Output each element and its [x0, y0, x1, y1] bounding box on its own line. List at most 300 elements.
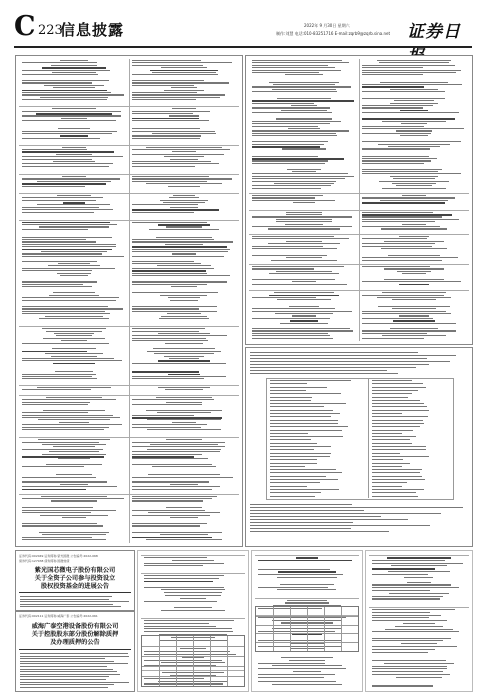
- text-line: [252, 107, 330, 108]
- text-line: [390, 328, 438, 329]
- table-cell-line: [270, 456, 330, 457]
- text-line: [372, 563, 463, 564]
- text-line: [171, 286, 197, 287]
- text-line: [362, 65, 455, 66]
- text-line: [144, 563, 224, 564]
- table-row-divider: [249, 210, 469, 211]
- text-line: [22, 244, 116, 245]
- text-line: [132, 498, 212, 499]
- text-line: [157, 265, 211, 266]
- bottom-text-col-4: [365, 550, 473, 692]
- text-line: [132, 371, 199, 373]
- text-line: [362, 118, 455, 120]
- text-line: [258, 674, 335, 675]
- text-line: [22, 417, 120, 418]
- text-line: [362, 313, 451, 314]
- mini-table-column: [193, 636, 194, 686]
- text-line: [158, 360, 210, 362]
- text-line: [22, 224, 117, 225]
- text-line: [22, 163, 113, 164]
- table-cell-line: [372, 439, 410, 440]
- text-line: [252, 297, 316, 298]
- text-line: [165, 244, 202, 245]
- announcement-2-title-1: 关于控股股东部分股份解除质押: [31, 631, 119, 638]
- text-line: [252, 121, 341, 122]
- table-cell-line: [372, 436, 416, 437]
- text-line: [372, 666, 447, 667]
- text-line: [250, 519, 408, 520]
- text-line: [362, 257, 458, 258]
- table-cell-line: [270, 393, 341, 394]
- text-line: [372, 671, 443, 672]
- mini-table-column: [341, 607, 342, 651]
- text-line: [362, 318, 433, 319]
- table-cell-line: [372, 406, 427, 407]
- text-line: [132, 537, 212, 539]
- text-line: [153, 348, 215, 349]
- text-line: [132, 525, 200, 526]
- text-line: [372, 674, 450, 675]
- text-line: [180, 598, 206, 599]
- text-line: [22, 149, 87, 150]
- text-line: [22, 256, 124, 257]
- text-line: [159, 318, 208, 319]
- table-cell-line: [270, 476, 326, 477]
- text-line: [252, 268, 314, 269]
- text-line: [49, 295, 99, 296]
- text-line: [252, 133, 336, 134]
- table-row-divider: [19, 106, 239, 107]
- mini-table-column: [290, 607, 291, 651]
- text-line: [252, 72, 319, 73]
- text-line: [252, 246, 323, 247]
- text-line: [42, 444, 107, 445]
- table-row-divider: [249, 193, 469, 194]
- table-cell-line: [270, 492, 321, 493]
- mini-table-column: [176, 636, 177, 686]
- text-line: [132, 464, 212, 465]
- table-cell-line: [372, 380, 412, 381]
- text-line: [362, 216, 442, 217]
- text-line: [252, 65, 328, 66]
- text-line: [22, 270, 92, 271]
- text-line: [144, 631, 233, 632]
- text-line: [22, 412, 88, 413]
- text-line: [132, 138, 200, 139]
- text-line: [22, 62, 97, 63]
- section-letter: C: [14, 11, 36, 42]
- table-cell-line: [372, 403, 424, 404]
- text-line: [22, 156, 123, 157]
- text-line: [384, 663, 453, 664]
- table-cell-line: [270, 472, 342, 473]
- text-line: [252, 284, 347, 285]
- text-line: [132, 415, 194, 416]
- text-line: [22, 306, 108, 307]
- text-line: [22, 159, 92, 160]
- mini-table-row: [256, 633, 358, 634]
- text-line: [400, 110, 429, 112]
- text-line: [132, 340, 208, 341]
- text-line: [132, 251, 228, 252]
- text-line: [46, 397, 102, 398]
- text-line: [160, 295, 207, 296]
- text-line: [384, 241, 445, 242]
- text-line: [252, 236, 334, 237]
- text-line: [252, 103, 314, 104]
- text-line: [132, 204, 198, 205]
- text-line: [286, 241, 321, 242]
- text-line: [362, 219, 459, 220]
- text-line: [132, 246, 227, 248]
- text-line: [56, 335, 92, 336]
- text-line: [285, 224, 323, 225]
- text-line: [288, 128, 320, 129]
- date-line: 2022年 9 月30日 星期六: [304, 23, 350, 28]
- text-line: [22, 151, 114, 153]
- text-line: [163, 202, 205, 203]
- text-line: [146, 539, 222, 540]
- text-line: [252, 328, 350, 329]
- table-cell-line: [270, 423, 338, 424]
- text-line: [252, 62, 349, 63]
- table-row-divider: [19, 326, 239, 327]
- table-cell-line: [372, 426, 420, 427]
- text-line: [132, 241, 233, 242]
- text-line: [397, 271, 431, 272]
- text-line: [132, 120, 209, 121]
- text-line: [144, 557, 207, 558]
- text-line: [39, 318, 110, 319]
- text-line: [20, 679, 106, 680]
- announcement-2-divider: [19, 649, 131, 650]
- text-line: [280, 323, 327, 324]
- text-line: [20, 682, 129, 683]
- text-line: [362, 141, 461, 142]
- text-line: [56, 474, 93, 475]
- text-line: [38, 419, 111, 420]
- text-line: [164, 592, 223, 593]
- text-line: [60, 275, 87, 276]
- text-line: [20, 671, 117, 672]
- text-line: [362, 212, 433, 213]
- text-line: [161, 316, 206, 317]
- text-line: [292, 171, 316, 172]
- text-line: [250, 504, 352, 505]
- text-line: [44, 85, 104, 86]
- text-line: [22, 207, 99, 208]
- text-line: [362, 86, 424, 88]
- text-line: [22, 343, 109, 344]
- text-line: [168, 374, 201, 376]
- table-row-divider: [249, 234, 469, 235]
- text-line: [362, 112, 459, 113]
- text-line: [152, 133, 215, 134]
- text-line: [132, 306, 217, 307]
- text-line: [252, 330, 353, 331]
- text-line: [250, 525, 430, 526]
- text-line: [22, 229, 88, 230]
- text-line: [362, 126, 424, 127]
- text-line: [132, 532, 222, 533]
- text-line: [173, 195, 195, 196]
- text-line: [381, 248, 446, 249]
- text-line: [362, 133, 431, 134]
- text-line: [22, 249, 112, 251]
- text-line: [22, 212, 94, 213]
- text-line: [258, 663, 325, 664]
- text-line: [252, 216, 352, 217]
- text-line: [269, 273, 340, 274]
- announcement-1-title-1: 关于全资子公司参与投资设立: [34, 575, 116, 582]
- text-line: [281, 110, 328, 111]
- text-line: [132, 92, 197, 93]
- text-line: [144, 620, 234, 621]
- mini-table-column: [307, 607, 308, 651]
- text-line: [38, 439, 109, 440]
- text-line: [399, 284, 429, 286]
- text-line: [22, 261, 97, 262]
- text-line: [59, 422, 90, 423]
- text-line: [132, 477, 233, 478]
- text-line: [280, 584, 334, 585]
- text-line: [22, 360, 122, 361]
- text-line: [362, 226, 440, 227]
- text-line: [382, 335, 445, 336]
- text-line: [362, 70, 461, 71]
- text-line: [22, 74, 98, 75]
- mini-table-row: [256, 625, 358, 626]
- text-line: [53, 161, 95, 162]
- text-line: [22, 537, 92, 538]
- text-line: [393, 178, 434, 179]
- text-line: [252, 86, 351, 87]
- text-line: [132, 74, 218, 75]
- text-line: [156, 397, 213, 398]
- text-line: [132, 456, 194, 458]
- text-line: [132, 249, 230, 250]
- text-line: [45, 353, 103, 354]
- table-cell-line: [372, 459, 403, 460]
- text-line: [156, 237, 212, 238]
- text-line: [282, 148, 326, 149]
- text-line: [258, 560, 352, 562]
- announcement-1-meta-2: 债券代码:127038 债券简称:国微转债: [19, 559, 70, 563]
- text-line: [372, 609, 455, 610]
- text-line: [147, 419, 220, 420]
- text-line: [132, 99, 196, 100]
- text-line: [43, 410, 106, 411]
- text-line: [20, 674, 120, 675]
- announcement-2-meta-1: 证券代码:002111 证券简称:威海广泰 公告编号:2022-061: [19, 614, 98, 618]
- text-line: [22, 70, 110, 71]
- text-line: [380, 82, 448, 83]
- text-line: [20, 599, 109, 600]
- text-line: [293, 202, 316, 203]
- editor-contact-line: 制作:刘慧 电话:010-83251716 E-mail:zqrb9@zqrb.sina.net: [276, 31, 391, 36]
- text-line: [132, 338, 206, 339]
- table-cell-line: [270, 390, 306, 391]
- text-line: [146, 183, 223, 184]
- text-line: [258, 569, 330, 570]
- text-line: [132, 94, 225, 95]
- table-cell-line: [270, 387, 327, 388]
- text-line: [277, 98, 332, 99]
- text-line: [150, 444, 218, 445]
- text-line: [390, 176, 438, 177]
- text-line: [132, 178, 232, 179]
- text-line: [55, 371, 93, 372]
- text-line: [362, 98, 445, 99]
- text-line: [22, 442, 99, 443]
- text-line: [378, 144, 450, 145]
- text-line: [269, 295, 340, 297]
- text-line: [22, 404, 88, 405]
- list-table-divider: [368, 378, 369, 498]
- text-line: [252, 130, 349, 131]
- text-line: [132, 273, 207, 274]
- text-line: [132, 292, 218, 293]
- table-cell-line: [372, 443, 412, 444]
- announcement-2-title-2: 及办理质押的公告: [50, 639, 100, 646]
- text-line: [20, 658, 105, 659]
- text-line: [20, 687, 108, 688]
- table-column-divider: [359, 59, 360, 341]
- mini-table-row: [256, 616, 358, 617]
- table-row-divider: [249, 264, 469, 265]
- text-line: [22, 466, 84, 467]
- text-line: [22, 456, 104, 458]
- text-line: [146, 147, 221, 148]
- text-line: [22, 374, 96, 375]
- text-line: [53, 363, 94, 365]
- text-line: [158, 224, 209, 226]
- text-line: [20, 666, 107, 667]
- text-line: [22, 197, 103, 198]
- text-line: [168, 186, 199, 187]
- text-line: [22, 183, 106, 185]
- text-line: [252, 160, 328, 161]
- table-row-divider: [141, 555, 245, 556]
- table-cell-line: [372, 482, 406, 483]
- text-line: [250, 361, 450, 362]
- text-line: [132, 458, 208, 459]
- mini-table-row: [142, 666, 244, 667]
- text-line: [132, 399, 214, 400]
- text-line: [22, 539, 106, 540]
- text-line: [132, 417, 222, 419]
- text-line: [274, 183, 334, 184]
- text-line: [252, 70, 341, 71]
- table-cell-line: [372, 453, 400, 454]
- table-cell-line: [270, 486, 307, 487]
- text-line: [40, 515, 108, 516]
- text-line: [37, 204, 110, 205]
- text-line: [132, 481, 209, 482]
- text-line: [388, 571, 450, 572]
- text-line: [40, 97, 109, 98]
- text-line: [252, 255, 327, 256]
- text-line: [22, 178, 120, 179]
- table-cell-line: [372, 489, 424, 490]
- text-line: [42, 67, 107, 69]
- text-line: [362, 333, 427, 334]
- text-line: [170, 207, 198, 208]
- text-line: [252, 176, 354, 177]
- text-line: [372, 660, 446, 661]
- text-line: [20, 653, 128, 654]
- text-line: [250, 528, 351, 529]
- text-line: [22, 200, 96, 201]
- text-line: [362, 311, 446, 312]
- text-line: [268, 228, 340, 229]
- text-line: [286, 212, 321, 213]
- text-line: [22, 311, 105, 312]
- text-line: [46, 331, 102, 332]
- text-line: [287, 169, 321, 170]
- text-line: [296, 557, 317, 559]
- text-line: [392, 183, 436, 184]
- table-cell-line: [372, 393, 412, 394]
- text-line: [152, 72, 217, 73]
- text-line: [22, 186, 85, 187]
- text-line: [372, 598, 440, 599]
- text-line: [252, 126, 318, 127]
- text-line: [258, 587, 328, 588]
- text-line: [20, 684, 114, 685]
- text-line: [252, 279, 335, 280]
- text-line: [250, 370, 387, 371]
- text-line: [146, 410, 223, 411]
- text-line: [132, 263, 201, 264]
- text-line: [362, 107, 423, 108]
- mini-table-column: [210, 636, 211, 686]
- text-line: [164, 90, 203, 91]
- text-line: [286, 214, 323, 215]
- text-line: [252, 60, 342, 61]
- announcement-2-company: 威海广泰空港设备股份有限公司: [31, 623, 119, 630]
- text-line: [372, 574, 428, 575]
- table-cell-line: [270, 416, 331, 417]
- main-table-left: [15, 55, 243, 547]
- text-line: [372, 590, 430, 591]
- text-line: [22, 481, 107, 482]
- text-line: [289, 306, 318, 307]
- text-line: [60, 484, 87, 485]
- text-line: [291, 105, 317, 106]
- text-line: [132, 308, 199, 309]
- text-line: [381, 228, 447, 229]
- text-line: [166, 507, 201, 508]
- text-line: [281, 657, 334, 658]
- text-line: [387, 557, 451, 559]
- text-line: [161, 589, 225, 590]
- text-line: [287, 600, 328, 601]
- table-cell-line: [270, 403, 346, 404]
- text-line: [45, 316, 104, 317]
- table-row-divider: [19, 395, 239, 396]
- text-line: [252, 91, 337, 92]
- text-line: [22, 389, 91, 390]
- text-line: [22, 138, 100, 139]
- text-line: [273, 84, 335, 85]
- text-line: [174, 607, 213, 608]
- data-list-table: [245, 347, 473, 547]
- text-line: [382, 188, 446, 189]
- text-line: [132, 510, 205, 511]
- text-line: [132, 284, 207, 285]
- table-column-divider: [129, 59, 130, 543]
